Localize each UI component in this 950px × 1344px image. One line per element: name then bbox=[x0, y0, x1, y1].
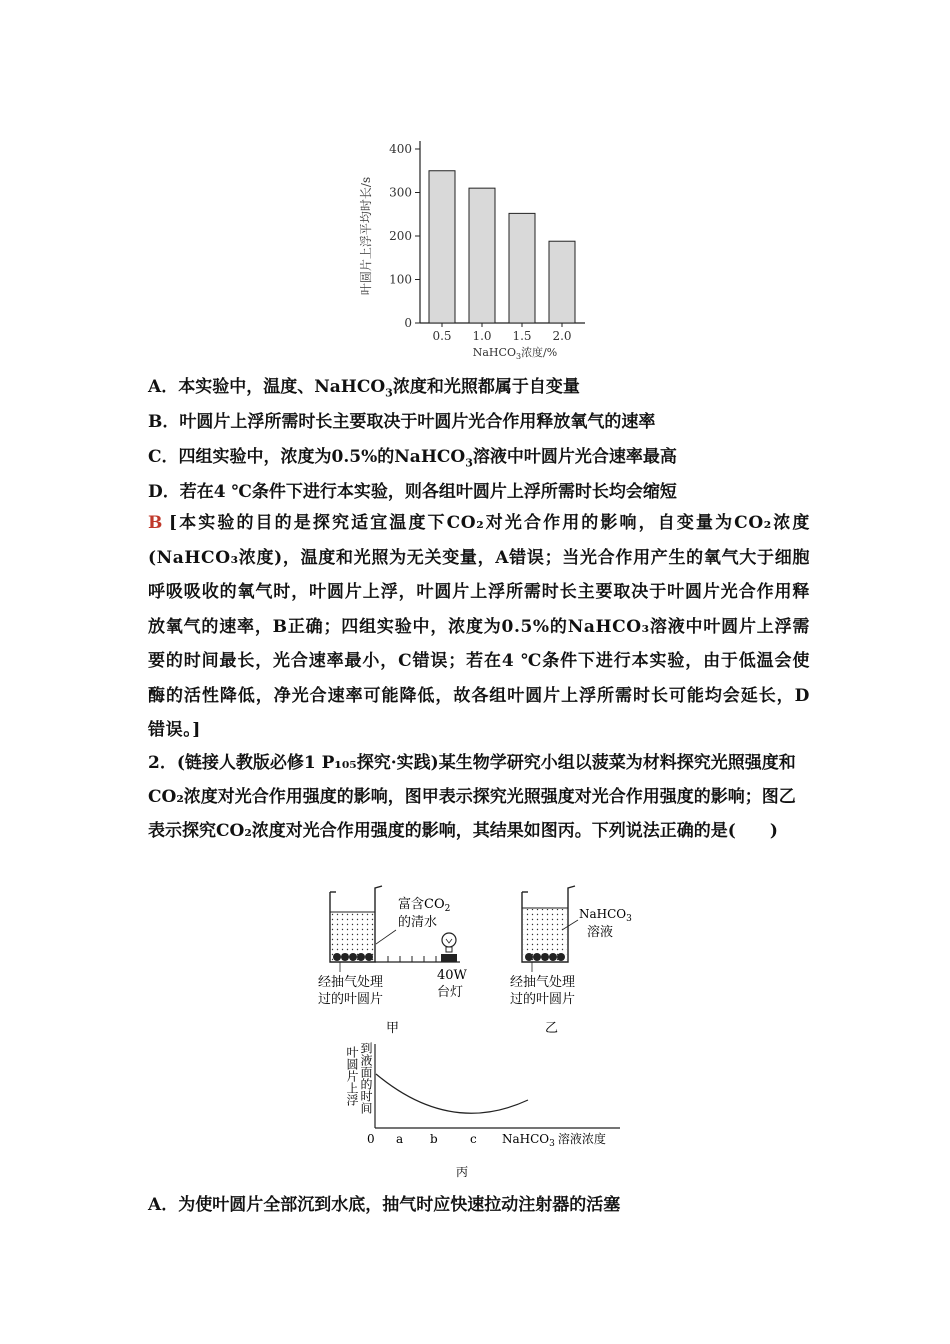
beaker-jia bbox=[330, 886, 382, 962]
leaf-discs-jia bbox=[333, 953, 373, 961]
y-tick-label: 0 bbox=[404, 316, 412, 330]
q1-option-a: A．本实验中，温度、NaHCO$_3$浓度和光照都属于自变量 bbox=[148, 377, 580, 400]
x-tick-label: 2.0 bbox=[552, 329, 572, 343]
y-tick-label: 300 bbox=[389, 185, 412, 200]
q2-stem: 2．(链接人教版必修1 P₁₀₅探究·实践)某生物学研究小组以菠菜为材料探究光照强度和CO₂浓度对光合作用强度的影响，图甲表示探究光照强度对光合作用强度的影响；图乙表示探究CO₂浓度对光合作用强度的影响，其结果如图丙。下列说法正确的是( ) bbox=[148, 753, 796, 841]
bing-axes bbox=[375, 1044, 620, 1128]
yi-solution-label-sub: 3 bbox=[626, 914, 632, 924]
apparatus-figure bbox=[300, 882, 660, 1040]
yi-leaf-label-2: 过的叶圆片 bbox=[510, 992, 576, 1007]
jia-water-label-sub: 2 bbox=[444, 904, 451, 914]
x-axis-label-sub: 3 bbox=[515, 352, 522, 361]
bing-tick-a: a bbox=[396, 1132, 404, 1146]
bar bbox=[509, 213, 535, 323]
jia-water-label-2: 的清水 bbox=[398, 915, 438, 930]
answer-explanation: [本实验的目的是探究适宜温度下CO₂对光合作用的影响，自变量为CO₂浓度(NaHCO₃浓度)，温度和光照为无关变量，A错误；当光合作用产生的氧气大于细胞呼吸吸收的氧气时，叶圆片上浮，叶圆片上浮所需时长主要取决于叶圆片光合作用释放氧气的速率，B正确；四组实验中，浓度为0.5%的NaHCO₃溶液中叶圆片上浮需要的时间最长，光合速率最小，C错误；若在4 ℃条件下进行本实验，由于低温会使酶的活性降低，净光合速率可能降低，故各组叶圆片上浮所需时长可能均会延长，D错误。] bbox=[148, 513, 810, 740]
bing-xlabel-1: NaHCO bbox=[502, 1132, 550, 1146]
jia-leaf-label-2: 过的叶圆片 bbox=[318, 992, 384, 1007]
q1-option-b: B．叶圆片上浮所需时长主要取决于叶圆片光合作用释放氧气的速率 bbox=[148, 412, 656, 432]
bing-ylabel-2: 到液面的时间 bbox=[359, 1042, 373, 1114]
lamp-label-2: 台灯 bbox=[437, 985, 464, 1000]
y-axis-label: 叶圆片上浮平均时长/s bbox=[359, 176, 373, 296]
yi-caption: 乙 bbox=[545, 1021, 559, 1036]
jia-caption: 甲 bbox=[386, 1021, 400, 1036]
q2-option-a: A．为使叶圆片全部沉到水底，抽气时应快速拉动注射器的活塞 bbox=[148, 1195, 621, 1215]
yi-solution-label-2: 溶液 bbox=[587, 925, 614, 940]
x-tick-label: 1.5 bbox=[512, 329, 532, 343]
svg-text:富含CO2 bbox=[398, 896, 450, 914]
bing-tick-c: c bbox=[470, 1132, 477, 1146]
yi-leaf-label-1: 经抽气处理 bbox=[510, 975, 576, 990]
bing-curve bbox=[376, 1074, 528, 1113]
svg-text:NaHCO3 bbox=[579, 907, 632, 924]
bing-xlabel-sub: 3 bbox=[549, 1139, 555, 1149]
chart-plot bbox=[358, 141, 585, 361]
lamp-icon bbox=[441, 933, 457, 962]
bar bbox=[429, 171, 455, 323]
x-tick-label: 0.5 bbox=[432, 329, 452, 343]
bing-tick-b: b bbox=[430, 1132, 438, 1146]
bing-caption: 丙 bbox=[456, 1165, 469, 1179]
y-tick-label: 400 bbox=[389, 142, 412, 156]
x-tick-label: 1.0 bbox=[472, 329, 492, 343]
q1-answer bbox=[148, 506, 810, 748]
bar-chart bbox=[350, 128, 610, 368]
leaf-discs-yi bbox=[525, 953, 565, 961]
answer-key: B bbox=[148, 513, 163, 533]
lamp-label-1: 40W bbox=[437, 968, 467, 983]
q1-option-d: D．若在4 ℃条件下进行本实验，则各组叶圆片上浮所需时长均会缩短 bbox=[148, 482, 677, 502]
bar bbox=[469, 188, 495, 323]
q1-option-c: C．四组实验中，浓度为0.5%的NaHCO$_3$溶液中叶圆片光合速率最高 bbox=[148, 447, 677, 470]
bar bbox=[549, 241, 575, 323]
jia-water-label-1: 富含CO bbox=[398, 897, 445, 912]
yi-solution-label-1: NaHCO bbox=[579, 907, 627, 921]
x-axis-label-pre: NaHCO bbox=[472, 346, 516, 359]
y-tick-label: 200 bbox=[389, 229, 412, 243]
bing-ylabel-1: 叶圆片上浮 bbox=[345, 1046, 359, 1106]
beaker-yi bbox=[522, 886, 575, 962]
svg-text:NaHCO3溶液浓度 bbox=[502, 1131, 606, 1149]
x-axis-label-post: 浓度/% bbox=[521, 346, 558, 359]
bing-xlabel-2: 溶液浓度 bbox=[557, 1132, 606, 1146]
jia-leaf-label-1: 经抽气处理 bbox=[318, 975, 384, 990]
graph-bing bbox=[330, 1040, 640, 1188]
x-axis-label bbox=[473, 345, 557, 361]
y-tick-label: 100 bbox=[389, 272, 412, 287]
bing-origin: 0 bbox=[367, 1132, 375, 1146]
